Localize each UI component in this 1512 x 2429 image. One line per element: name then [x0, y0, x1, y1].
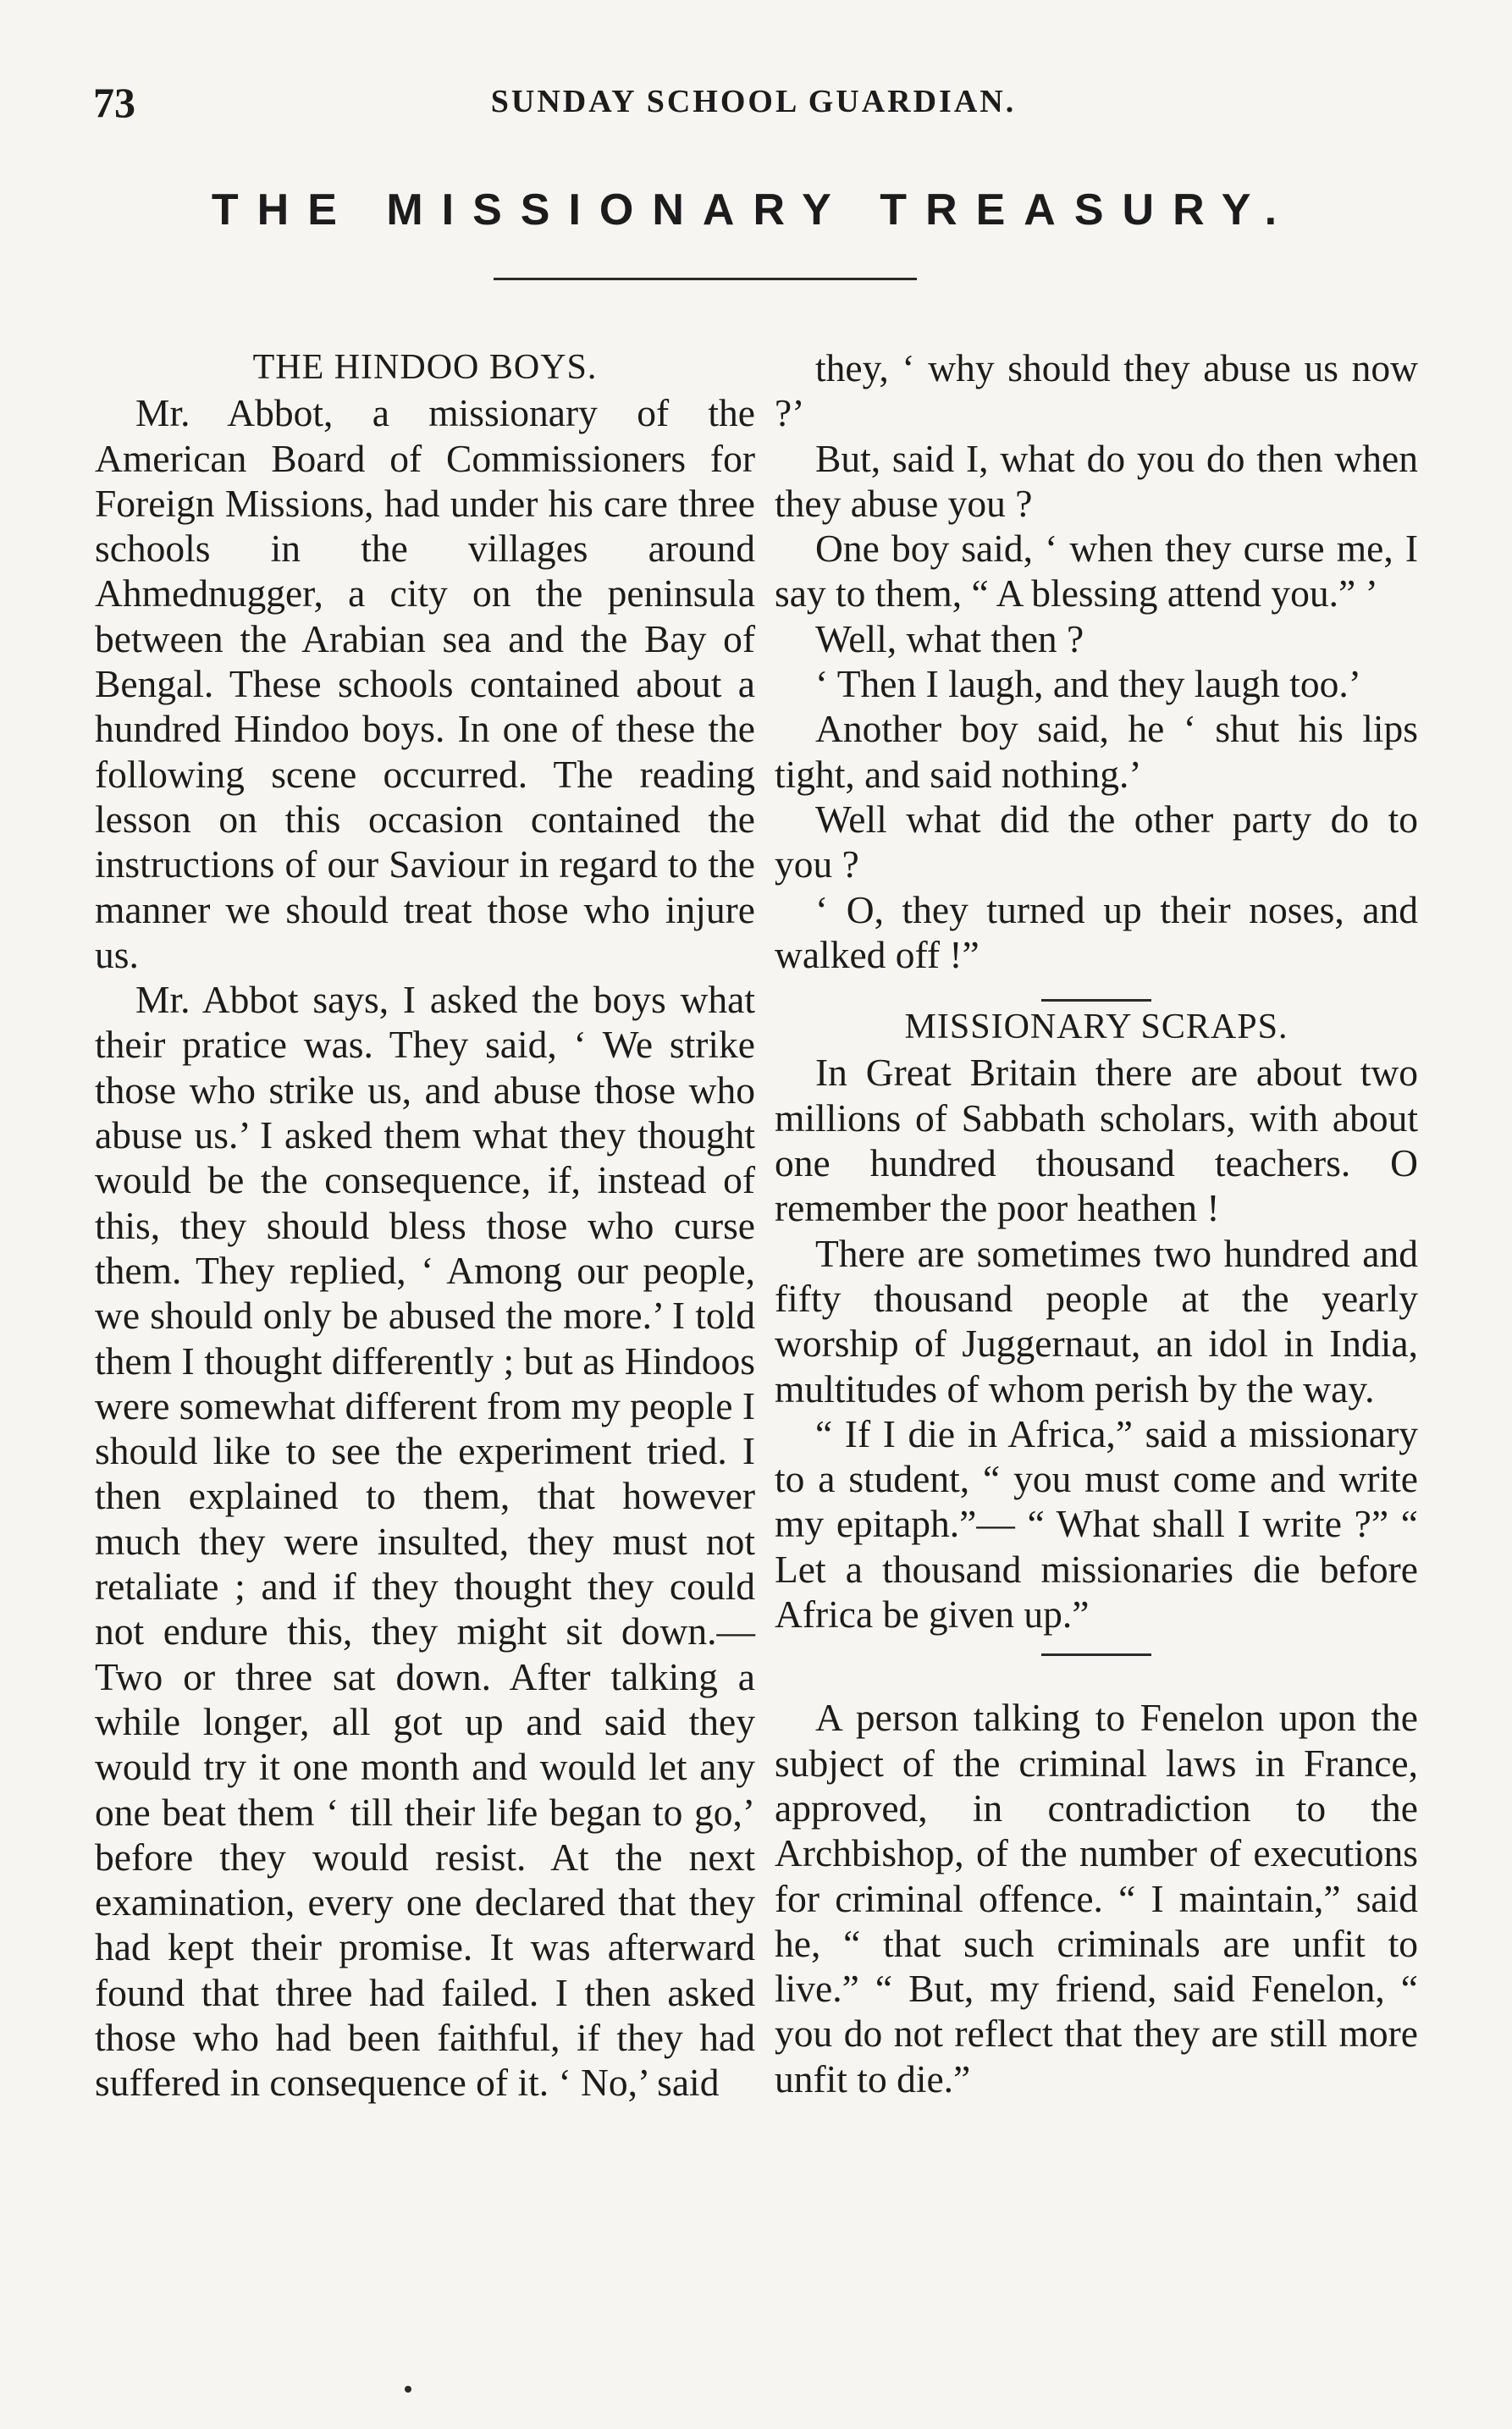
paragraph: Another boy said, he ‘ shut his lips tight, and said nothing.’ [775, 707, 1418, 796]
paragraph: Mr. Abbot says, I asked the boys what their pratice was. They said, ‘ We strike those who strike us, and abuse those who abuse us.’ I asked them what they thought would be the consequence, if, instead of this, they should bless those who curse them. They replied, ‘ Among our people, we should only be abused the more.’ I told them I thought differently ; but as Hindoos were somewhat different from my people I should like to see the experiment tried. I then explained to them, that however much they were insulted, they must not retaliate ; and if they thought they could not endure this, they might sit down.— Two or three sat down. After talking a while longer, all got up and said they would try it one month and would let any one beat them ‘ till their life began to go,’ before they would resist. At the next examination, every one declared that they had kept their promise. It was afterward found that three had failed. I then asked those who had been faithful, if they had suffered in consequence of it. ‘ No,’ said [95, 978, 755, 2105]
paragraph: There are sometimes two hundred and fifty thousand people at the yearly worship of Juggernaut, an idol in India, multitudes of whom perish by the way. [775, 1231, 1418, 1410]
article-heading-hindoo-boys: THE HINDOO BOYS. [252, 348, 598, 387]
title-rule [494, 278, 917, 280]
paragraph: A person talking to Fenelon upon the subject of the criminal laws in France, approved, in contradiction to the Archbishop, of the number of executions for criminal offence. “ I maintain,” said he, “ that such criminals are unfit to live.” “ But, my friend, said Fenelon, “ you do not reflect that they are still more unfit to die.” [775, 1696, 1418, 2101]
paragraph: One boy said, ‘ when they curse me, I say to them, “ A blessing attend you.” ’ [775, 527, 1418, 616]
paragraph: ‘ O, they turned up their noses, and walked off !” [775, 887, 1418, 976]
paragraph: they, ‘ why should they abuse us now ?’ [775, 346, 1418, 435]
paragraph: Well what did the other party do to you ? [775, 797, 1418, 886]
paragraph: In Great Britain there are about two millions of Sabbath scholars, with about one hundred thousand teachers. O remember the poor heathen ! [775, 1051, 1418, 1230]
left-column [95, 345, 755, 2106]
paragraph: Mr. Abbot, a missionary of the American Board of Commissioners for Foreign Missions, had under his care three schools in the villages around Ahmednugger, a city on the peninsula between the Arabian sea and the Bay of Bengal. These schools contained about a hundred Hindoo boys. In one of these the following scene occurred. The reading lesson on this occasion contained the instructions of our Saviour in regard to the manner we should treat those who injure us. [95, 391, 755, 976]
journal-title: SUNDAY SCHOOL GUARDIAN. [490, 84, 1017, 119]
section-title: THE MISSIONARY TREASURY. [211, 185, 1296, 235]
paragraph: But, said I, what do you do then when they abuse you ? [775, 436, 1418, 525]
section-divider [1041, 999, 1151, 1002]
section-divider [1041, 1653, 1151, 1656]
article-heading-missionary-scraps: MISSIONARY SCRAPS. [904, 1007, 1289, 1047]
printer-mark [405, 2386, 411, 2393]
running-head [93, 78, 1414, 129]
right-column [775, 345, 1418, 2101]
paragraph: Well, what then ? [815, 616, 1084, 660]
page-number: 73 [93, 79, 135, 126]
paragraph: ‘ Then I laugh, and they laugh too.’ [815, 662, 1361, 706]
paragraph: “ If I die in Africa,” said a missionary to a student, “ you must come and write my epitaph.”— “ What shall I write ?” “ Let a thousand missionaries die before Africa be given up.” [775, 1411, 1418, 1637]
